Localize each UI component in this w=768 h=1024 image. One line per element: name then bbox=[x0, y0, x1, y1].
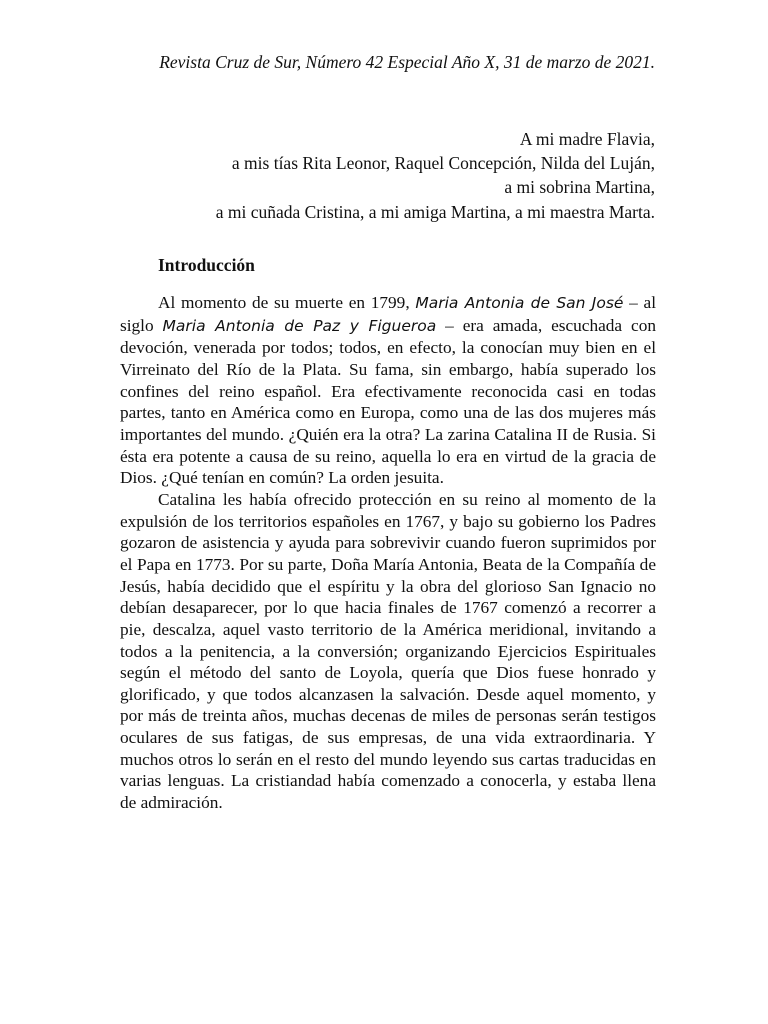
paragraph-2: Catalina les había ofrecido protección en su reino al momento de la expulsión de los territorios españoles en 1767, y bajo su gobierno los Padres gozaron de asistencia y ayuda para sobrevivir cuando fueron suprimidos por el Papa en 1773. Por su parte, Doña María Antonia, Beata de la Compañía de Jesús, había decidido que el espíritu y la obra del glorioso San Ignacio no debían desaparecer, por lo que hacia finales de 1767 comenzó a recorrer a pie, descalza, aquel vasto territorio de la América meridional, invitando a todos a la penitencia, a la conversión; organizando Ejercicios Espirituales según el método del santo de Loyola, quería que Dios fuese honrado y glorificado, y que todos alcanzasen la salvación. Desde aquel momento, y por más de treinta años, muchas decenas de miles de personas serán testigos oculares de sus fatigas, de sus empresas, de una vida extraordinaria. Y muchos otros lo serán en el resto del mundo leyendo sus cartas traducidas en varias lenguas. La cristiandad había comenzado a conocerla, y estaba llena de admiración. bbox=[120, 489, 656, 813]
journal-header: Revista Cruz de Sur, Número 42 Especial Año X, 31 de marzo de 2021. bbox=[159, 52, 655, 72]
dedication-line: a mi cuñada Cristina, a mi amiga Martina, a mi maestra Marta. bbox=[215, 201, 655, 222]
paragraph-1-text-c: – era amada, escuchada con devoción, venerada por todos; todos, en efecto, la conocían muy bien en el Virreinato del Río de la Plata. Su fama, sin embargo, había superado los confines del reino español. Era efectivamente reconocida casi en todas partes, tanto en América como en Europa, como una de las dos mujeres más importantes del mundo. ¿Quién era la otra? La zarina Catalina II de Rusia. Si ésta era potente a causa de su reino, aquella lo era en virtud de la gracia de Dios. ¿Qué tenían en común? La orden jesuita. bbox=[120, 315, 656, 488]
paragraph-1-text-a: Al momento de su muerte en 1799, bbox=[158, 293, 416, 312]
paragraph-1-italic-birthname: Maria Antonia de Paz y Figueroa bbox=[162, 316, 437, 335]
dedication-line: a mi sobrina Martina, bbox=[504, 177, 655, 198]
paragraph-1-text-b: – al siglo bbox=[120, 293, 656, 335]
dedication-line: a mis tías Rita Leonor, Raquel Concepción, Nilda del Luján, bbox=[231, 153, 655, 174]
dedication-line: A mi madre Flavia, bbox=[519, 129, 655, 149]
paragraph-1 bbox=[120, 292, 656, 489]
paragraph-1-italic-name: Maria Antonia de San José bbox=[415, 294, 624, 312]
body-text bbox=[120, 292, 656, 814]
dedication bbox=[110, 127, 655, 224]
section-title: Introducción bbox=[158, 255, 255, 275]
